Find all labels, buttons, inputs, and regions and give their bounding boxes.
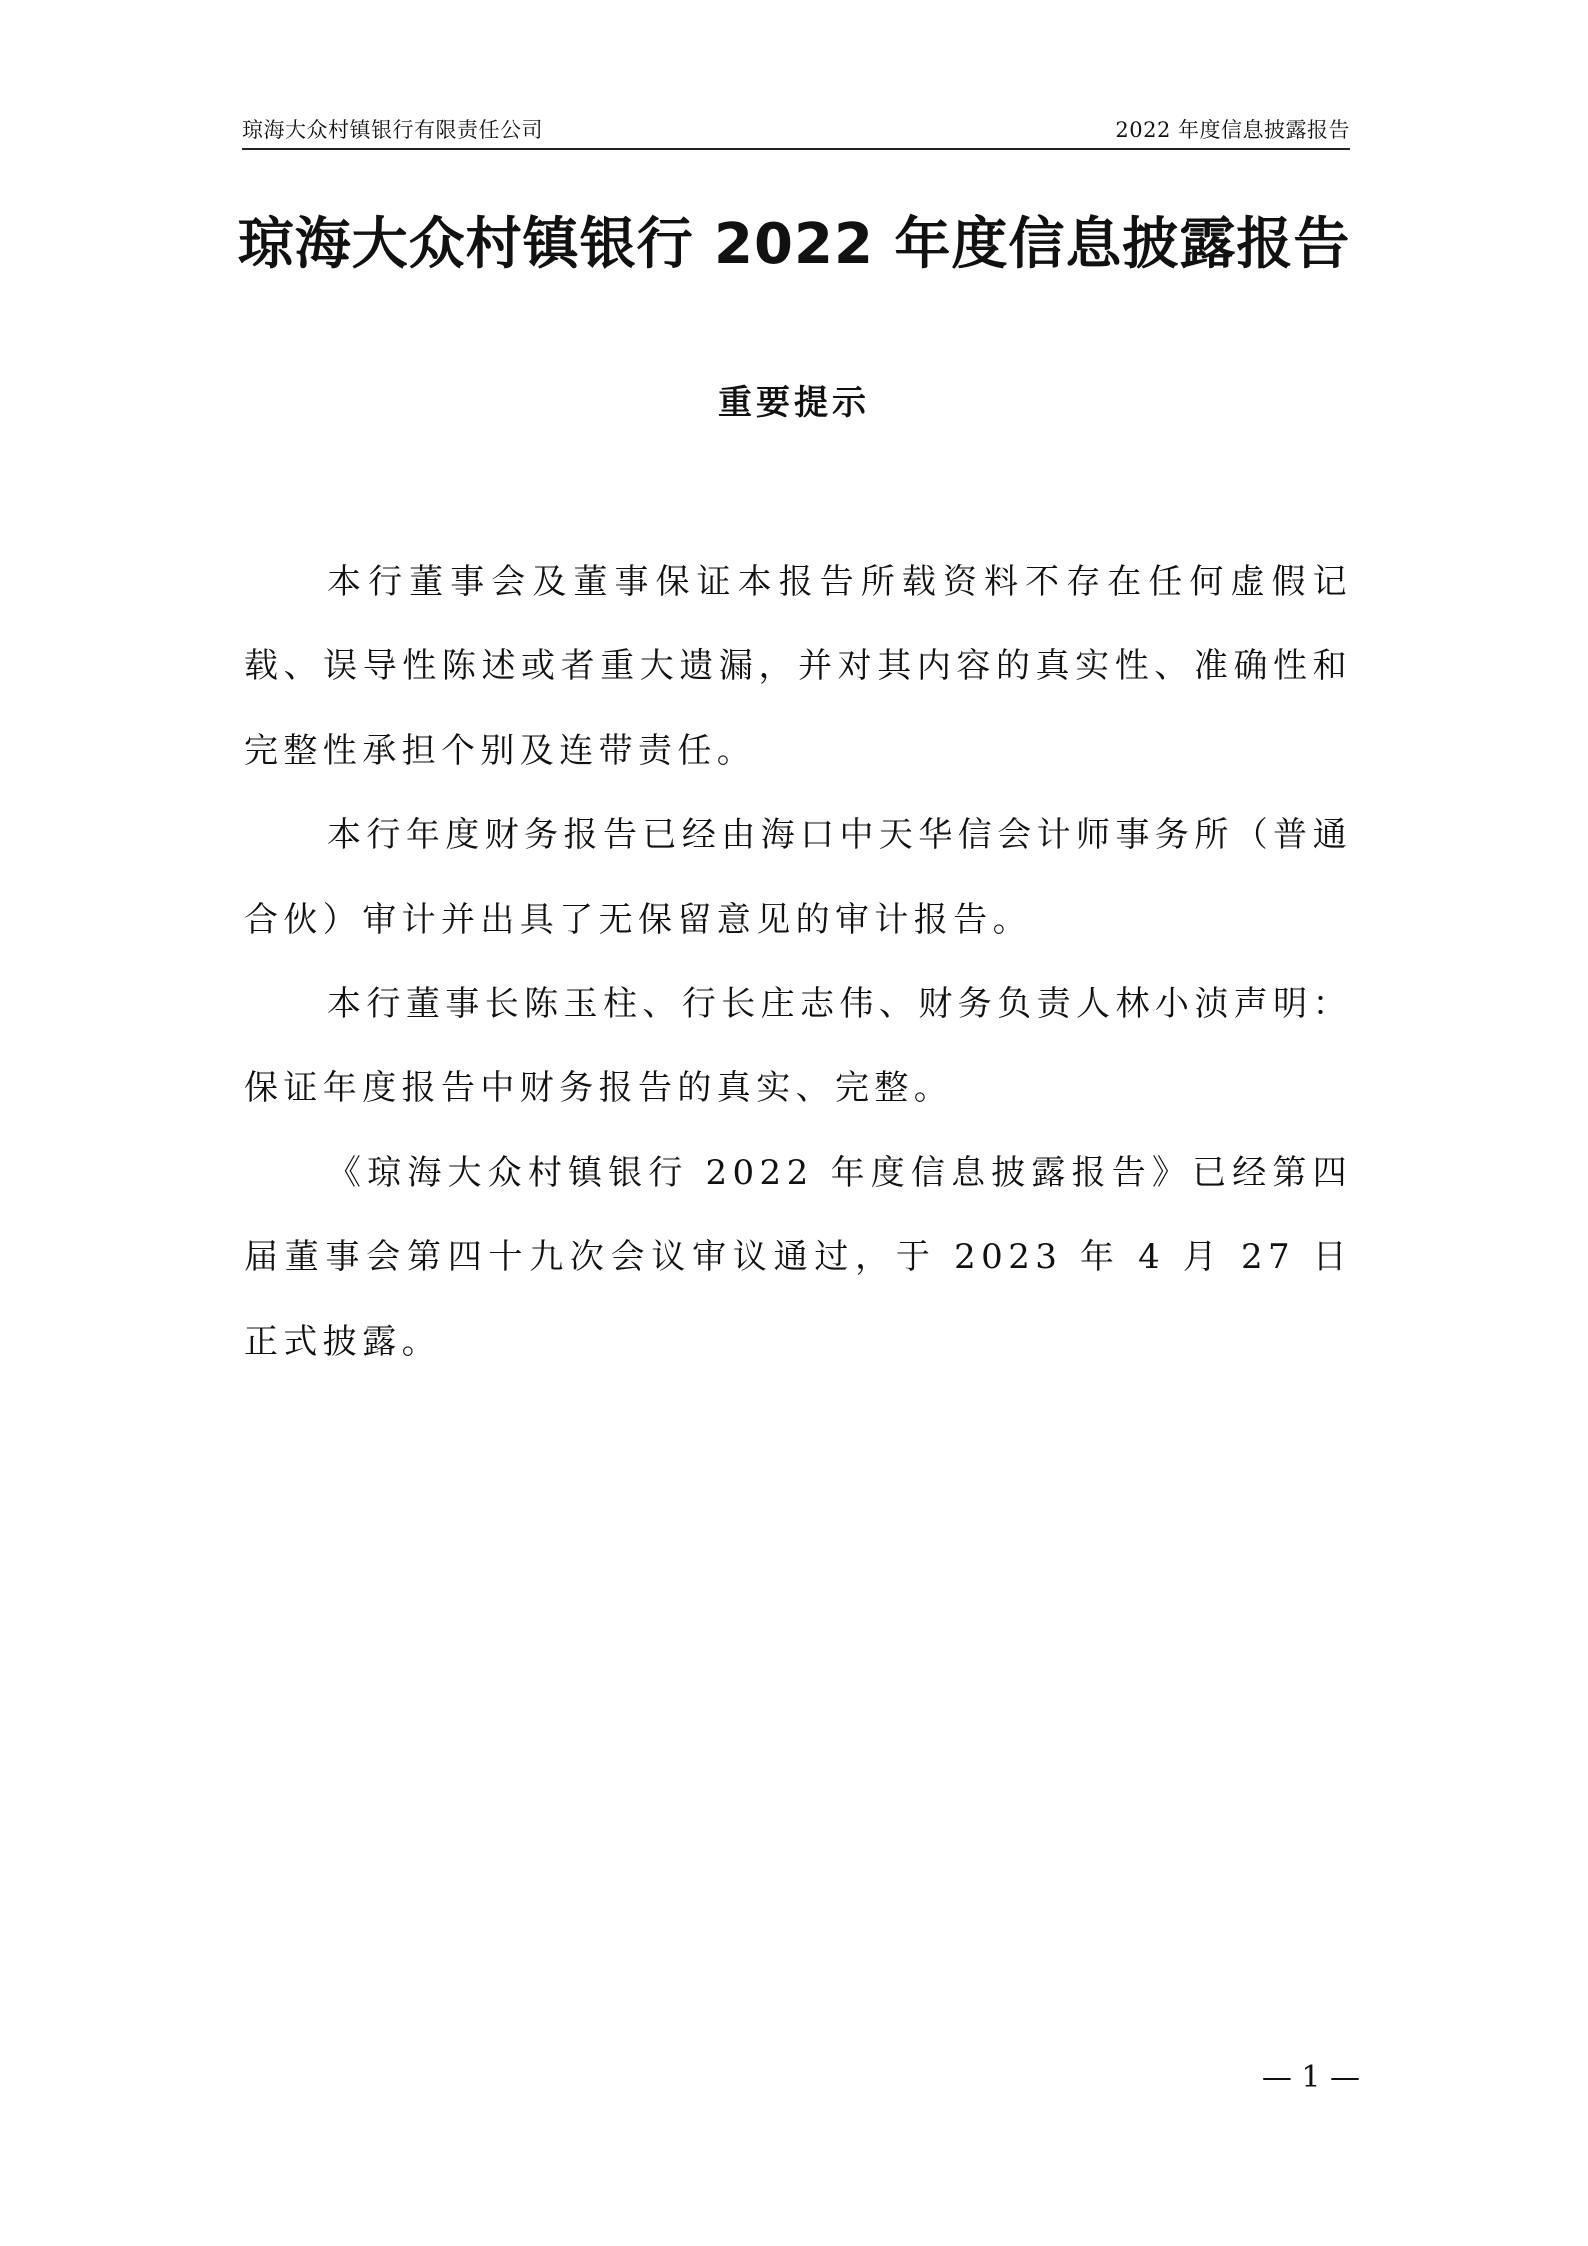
page-number: — 1 — — [1261, 2060, 1360, 2095]
document-title: 琼海大众村镇银行 2022 年度信息披露报告 — [237, 212, 1351, 277]
header-report-name: 2022 年度信息披露报告 — [1115, 118, 1350, 142]
paragraph-officer-declaration: 本行董事长陈玉柱、行长庄志伟、财务负责人林小浈声明：保证年度报告中财务报告的真实、完整。 — [244, 984, 1352, 1109]
header-company-name: 琼海大众村镇银行有限责任公司 — [242, 118, 543, 142]
paragraph-audit-statement: 本行年度财务报告已经由海口中天华信会计师事务所（普通合伙）审计并出具了无保留意见的审计报告。 — [244, 815, 1352, 940]
running-header — [242, 112, 1350, 150]
paragraph-approval-disclosure: 《琼海大众村镇银行 2022 年度信息披露报告》已经第四届董事会第四十九次会议审议通过，于 2023 年 4 月 27 日正式披露。 — [244, 1152, 1352, 1362]
paragraph-board-statement: 本行董事会及董事保证本报告所载资料不存在任何虚假记载、误导性陈述或者重大遗漏，并对其内容的真实性、准确性和完整性承担个别及连带责任。 — [244, 562, 1352, 771]
body-text — [244, 540, 1352, 1384]
section-heading: 重要提示 — [718, 383, 870, 423]
